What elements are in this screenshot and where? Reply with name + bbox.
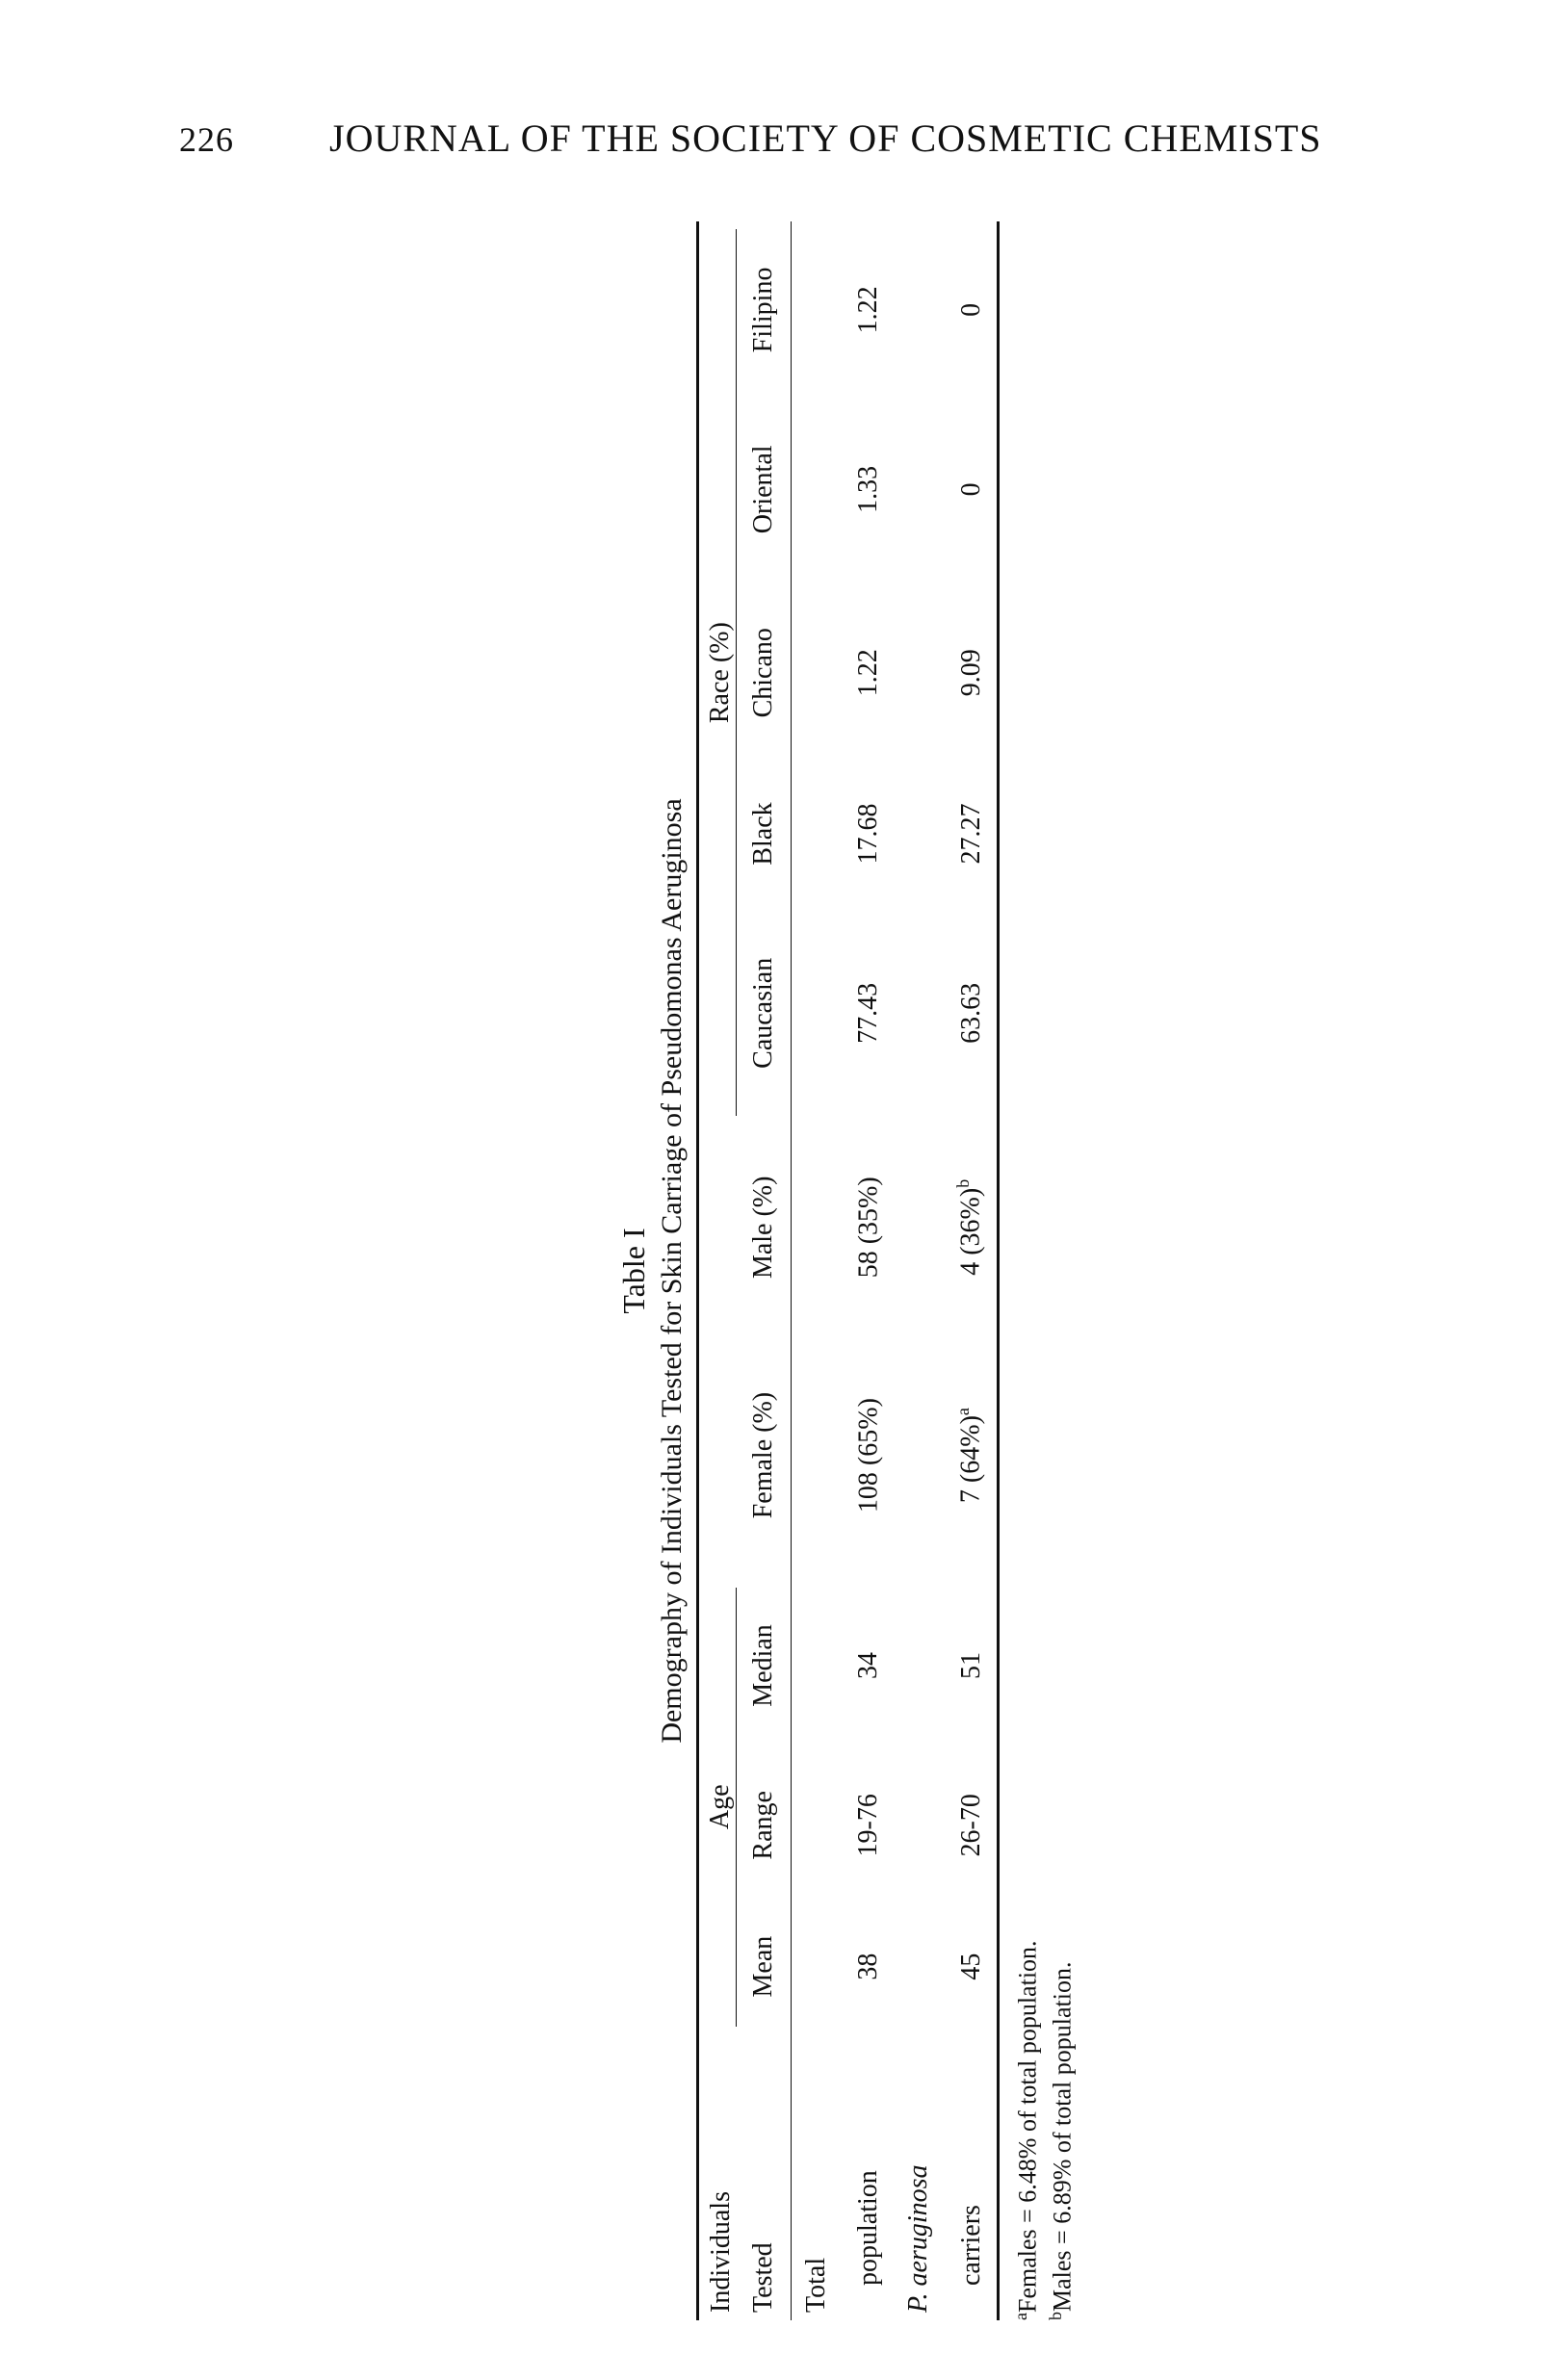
rotated-table-block bbox=[616, 221, 1233, 2320]
cell-range: 19-76 bbox=[853, 1794, 884, 1857]
header-individuals: Individuals bbox=[706, 2191, 736, 2313]
cell-filipino: 1.22 bbox=[853, 286, 884, 334]
col-median: Median bbox=[748, 1624, 778, 1707]
row-label: P. aeruginosa bbox=[903, 2164, 934, 2313]
demography-table bbox=[699, 221, 997, 2320]
row-label: carriers bbox=[955, 2205, 986, 2286]
cell-median: 51 bbox=[955, 1651, 986, 1679]
header-race: Race (%) bbox=[699, 221, 742, 1124]
cell-mean: 38 bbox=[853, 1953, 884, 1980]
cell-female: 108 (65%) bbox=[853, 1398, 884, 1513]
table-row-label bbox=[894, 221, 944, 2320]
col-range: Range bbox=[748, 1791, 778, 1860]
cell-oriental: 0 bbox=[955, 482, 986, 497]
col-filipino: Filipino bbox=[748, 267, 778, 353]
cell-male: 58 (35%) bbox=[853, 1177, 884, 1279]
table-row-label bbox=[792, 221, 842, 2320]
page-number: 226 bbox=[179, 120, 234, 159]
group-header-row bbox=[699, 221, 742, 2320]
col-black: Black bbox=[748, 802, 778, 866]
cell-oriental: 1.33 bbox=[853, 465, 884, 513]
cell-black: 17.68 bbox=[853, 803, 884, 865]
table-footnotes bbox=[1009, 221, 1080, 2320]
table-row bbox=[944, 221, 996, 2320]
cell-filipino: 0 bbox=[955, 302, 986, 317]
cell-black: 27.27 bbox=[955, 803, 986, 865]
cell-caucasian: 63.63 bbox=[955, 982, 986, 1044]
col-chicano: Chicano bbox=[748, 628, 778, 718]
col-caucasian: Caucasian bbox=[748, 957, 778, 1069]
col-male: Male (%) bbox=[748, 1176, 778, 1280]
col-oriental: Oriental bbox=[748, 445, 778, 534]
cell-range: 26-70 bbox=[955, 1794, 986, 1857]
bottom-rule bbox=[997, 221, 1000, 2320]
cell-mean: 45 bbox=[955, 1953, 986, 1980]
row-label: Total bbox=[801, 2257, 831, 2313]
col-tested: Tested bbox=[748, 2242, 778, 2313]
running-head bbox=[179, 116, 1431, 161]
table-label: Table I bbox=[616, 1228, 651, 1314]
cell-female: 7 $(64\%)^a$ bbox=[953, 1408, 986, 1504]
footnote: $^b$Males = 6.89% of total population. bbox=[1046, 1961, 1078, 2320]
col-female: Female (%) bbox=[748, 1391, 778, 1519]
table-title: Demography of Individuals Tested for Skin Carriage of Pseudomonas Aeruginosa bbox=[656, 798, 688, 1744]
cell-chicano: 1.22 bbox=[853, 649, 884, 697]
column-header-row bbox=[742, 221, 791, 2320]
journal-title: JOURNAL OF THE SOCIETY OF COSMETIC CHEMISTS bbox=[329, 116, 1322, 160]
cell-chicano: 9.09 bbox=[955, 649, 986, 697]
footnote: $^a$Females = 6.48% of total population. bbox=[1010, 1940, 1042, 2320]
table-row bbox=[842, 221, 894, 2320]
header-age: Age bbox=[699, 1580, 742, 2034]
cell-caucasian: 77.43 bbox=[853, 982, 884, 1044]
cell-male: 4 $(36\%)^b$ bbox=[953, 1178, 986, 1276]
table-caption bbox=[616, 221, 689, 2320]
row-label: population bbox=[853, 2170, 884, 2286]
cell-median: 34 bbox=[853, 1651, 884, 1679]
col-mean: Mean bbox=[748, 1935, 778, 1998]
